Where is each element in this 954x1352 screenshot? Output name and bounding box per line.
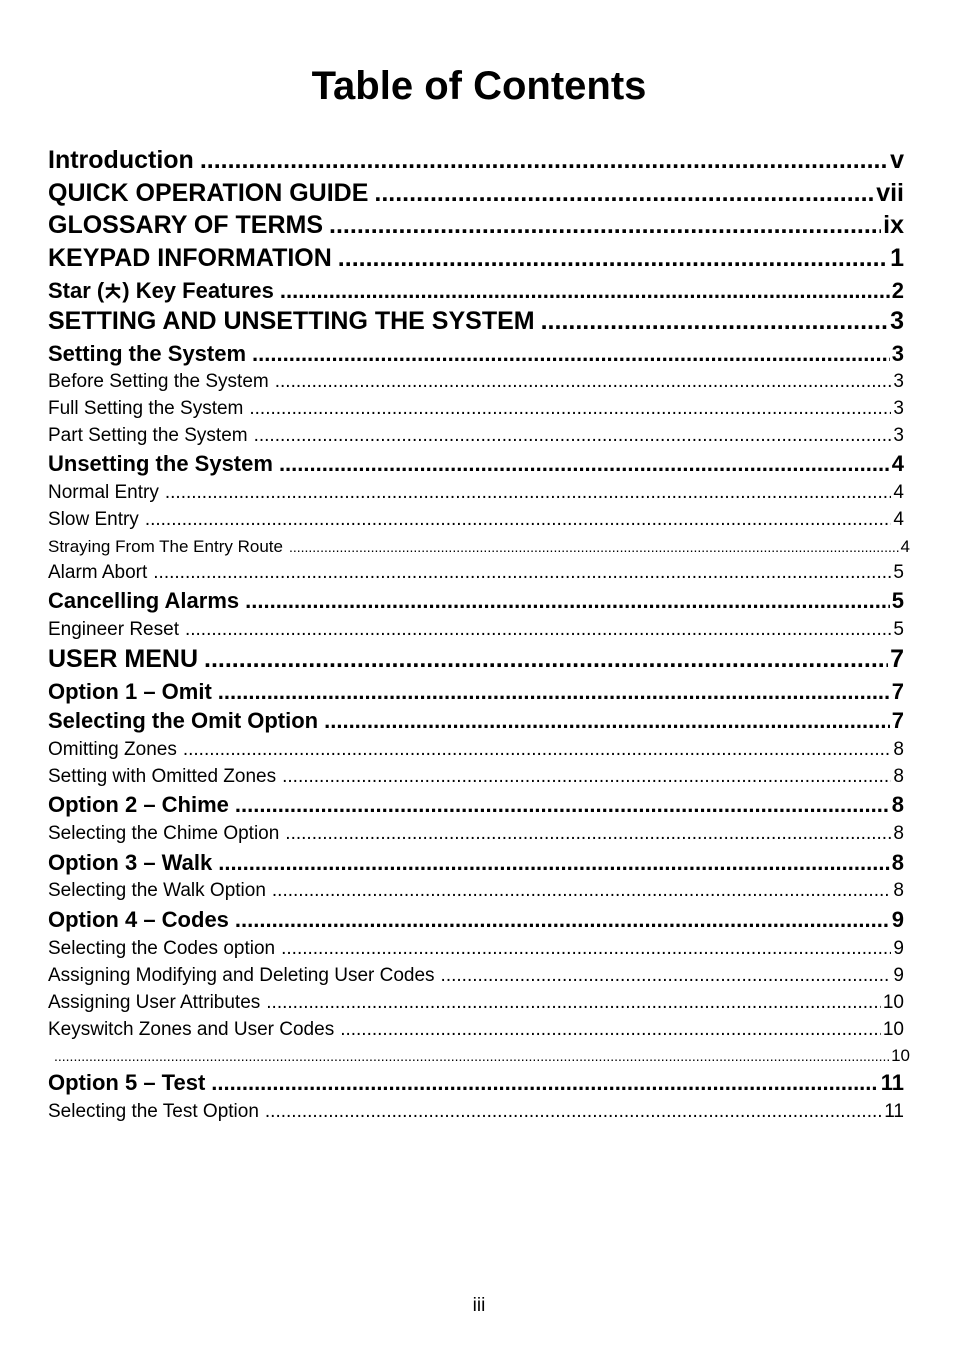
dot-leader <box>280 276 890 306</box>
toc-entry-title <box>48 737 177 763</box>
toc-entry[interactable] <box>48 396 904 422</box>
toc-entry[interactable] <box>48 617 904 643</box>
toc-entry-page: 8 <box>893 739 904 760</box>
toc-entry-title-text: Omitting Zones <box>48 739 177 760</box>
toc-entry-title-text: Introduction <box>48 146 194 174</box>
dot-leader <box>340 1017 881 1043</box>
toc-entry-title-text: Assigning Modifying and Deleting User Codes <box>48 965 435 986</box>
toc-entry-title-text: Full Setting the System <box>48 398 244 419</box>
toc-entry-title-text: Straying From The Entry Route <box>48 537 283 556</box>
dot-leader <box>200 144 888 176</box>
dot-leader <box>165 480 892 506</box>
toc-entry-title-text: Normal Entry <box>48 482 159 503</box>
dot-leader <box>324 706 890 736</box>
toc-entry-page: 9 <box>893 965 904 986</box>
toc-entry[interactable] <box>48 821 904 847</box>
toc-entry-page: 3 <box>891 341 904 366</box>
dot-leader <box>218 848 890 878</box>
toc-entry[interactable] <box>48 209 904 241</box>
star-key-icon <box>104 278 122 306</box>
toc-entry-page: 11 <box>884 1101 904 1122</box>
dot-leader <box>281 936 891 962</box>
toc-entry-title <box>48 144 194 176</box>
toc-entry[interactable] <box>48 643 904 675</box>
toc-entry-page: 4 <box>891 451 904 476</box>
toc-entry-page: 10 <box>891 1046 910 1065</box>
toc-entry-page: 9 <box>891 907 904 932</box>
toc-entry-title-text: KEYPAD INFORMATION <box>48 244 332 272</box>
dot-leader <box>204 643 888 675</box>
toc-entry-title <box>48 177 368 209</box>
toc-entry-page: 10 <box>882 992 904 1013</box>
toc-entry-page: 8 <box>893 766 904 787</box>
toc-entry-page: 3 <box>890 307 904 335</box>
toc-entry-title-text: ) Key Features <box>122 278 274 303</box>
dot-leader <box>329 209 881 241</box>
toc-entry-title-text: Selecting the Chime Option <box>48 823 280 844</box>
toc-entry[interactable] <box>48 905 904 935</box>
toc-entry-title <box>48 209 323 241</box>
toc-entry-title <box>48 677 212 707</box>
toc-entry-page: 5 <box>891 588 904 613</box>
toc-entry-title-text: Selecting the Walk Option <box>48 880 266 901</box>
toc-entry[interactable] <box>48 963 904 989</box>
toc-entry-page: 1 <box>890 244 904 272</box>
toc-entry[interactable] <box>48 276 904 306</box>
toc-entry[interactable] <box>48 878 904 904</box>
toc-entry-page: v <box>890 146 904 174</box>
toc-entry-page: 3 <box>893 425 904 446</box>
toc-entry-title <box>48 535 283 559</box>
toc-entry-page: 8 <box>893 823 904 844</box>
toc-entry[interactable] <box>48 790 904 820</box>
dot-leader <box>254 423 892 449</box>
toc-entry-title-text: Alarm Abort <box>48 562 148 583</box>
toc-entry-title-text: Option 3 – Walk <box>48 850 213 875</box>
toc-entry-title <box>48 848 212 878</box>
toc-entry[interactable] <box>48 1017 904 1043</box>
toc-entry-page: 8 <box>893 880 904 901</box>
toc-entry-title <box>48 1099 259 1125</box>
toc-entry-title <box>48 790 229 820</box>
toc-entry-title <box>48 706 318 736</box>
toc-entry-page: 5 <box>893 619 904 640</box>
toc-entry-page: vii <box>876 179 904 207</box>
toc-entry-title <box>48 821 279 847</box>
toc-entry[interactable] <box>48 369 904 395</box>
toc-entry[interactable] <box>48 1044 910 1068</box>
toc-entry-title-text: Option 5 – Test <box>48 1070 206 1095</box>
toc-entry[interactable] <box>48 764 904 790</box>
toc-entry-title-text: Setting the System <box>48 341 247 366</box>
dot-leader <box>249 396 891 422</box>
toc-entry-page: 9 <box>893 938 904 959</box>
toc-entry-page: 11 <box>880 1070 904 1095</box>
toc-entry-title <box>48 480 159 506</box>
dot-leader <box>54 1044 889 1068</box>
toc-entry-title <box>48 617 179 643</box>
toc-entry[interactable] <box>48 480 904 506</box>
toc-entry-title <box>48 878 266 904</box>
toc-entry-title-text: Slow Entry <box>48 509 139 530</box>
dot-leader <box>541 305 888 337</box>
toc-entry-page: 4 <box>893 482 904 503</box>
dot-leader <box>185 617 891 643</box>
toc-entry[interactable] <box>48 848 904 878</box>
toc-entry-page: 10 <box>882 1019 904 1040</box>
toc-entry-title-text: Assigning User Attributes <box>48 992 261 1013</box>
toc-entry[interactable] <box>48 242 904 274</box>
toc-entry-title <box>48 963 435 989</box>
toc-entry-title <box>48 369 269 395</box>
toc-entry[interactable] <box>48 1068 904 1098</box>
dot-leader <box>183 737 892 763</box>
toc-entry-title-text: Keyswitch Zones and User Codes <box>48 1019 335 1040</box>
toc-entry-page: 4 <box>893 509 904 530</box>
toc-entry-title <box>48 449 273 479</box>
toc-entry-title-text: Option 4 – Codes <box>48 907 229 932</box>
toc-entry[interactable] <box>48 449 904 479</box>
toc-entry[interactable] <box>48 507 904 533</box>
dot-leader <box>252 339 890 369</box>
toc-entry-title-text: Option 1 – Omit <box>48 679 212 704</box>
toc-entry[interactable] <box>48 677 904 707</box>
dot-leader <box>235 905 890 935</box>
toc-entry-page: 7 <box>891 708 904 733</box>
dot-leader <box>441 963 892 989</box>
dot-leader <box>285 821 891 847</box>
toc-entry-title <box>48 242 332 274</box>
toc-entry-title-text: Unsetting the System <box>48 451 273 476</box>
dot-leader <box>289 535 899 559</box>
toc-entry[interactable] <box>48 535 910 559</box>
toc-entry-page: 8 <box>891 792 904 817</box>
dot-leader <box>282 764 891 790</box>
toc-entry-title <box>48 764 276 790</box>
toc-entry-page: 5 <box>893 562 904 583</box>
toc-entry[interactable] <box>48 144 904 176</box>
dot-leader <box>211 1068 878 1098</box>
toc-entry-page: 3 <box>893 371 904 392</box>
toc-entry[interactable] <box>48 990 904 1016</box>
dot-leader <box>245 586 890 616</box>
toc-entry-title <box>48 276 274 306</box>
toc-entry-title-text: GLOSSARY OF TERMS <box>48 211 324 239</box>
toc-entry-title-text: Setting with Omitted Zones <box>48 766 277 787</box>
dot-leader <box>218 677 890 707</box>
toc-entry-page: 7 <box>890 645 904 673</box>
toc-entry-title <box>48 507 139 533</box>
toc-entry-title <box>48 643 198 675</box>
toc-entry-title-text: Option 2 – Chime <box>48 792 229 817</box>
toc-entry-title <box>48 905 229 935</box>
toc-entry-title <box>48 1017 334 1043</box>
toc-entry[interactable] <box>48 339 904 369</box>
toc-entry-title-text: USER MENU <box>48 645 199 673</box>
toc-entry[interactable] <box>48 560 904 586</box>
toc-entry[interactable] <box>48 423 904 449</box>
toc-entry-title-text: Part Setting the System <box>48 425 248 446</box>
dot-leader <box>272 878 892 904</box>
toc-entry-title-text: QUICK OPERATION GUIDE <box>48 179 369 207</box>
toc-entry[interactable] <box>48 1099 904 1125</box>
toc-entry-title-text: Before Setting the System <box>48 371 269 392</box>
dot-leader <box>145 507 892 533</box>
toc-entry-title-text: Selecting the Test Option <box>48 1101 259 1122</box>
toc-entry-title <box>48 936 275 962</box>
toc-entry-page: 4 <box>900 537 910 556</box>
toc-entry-title <box>48 396 243 422</box>
toc-entry[interactable] <box>48 936 904 962</box>
toc-entry-title-text: Cancelling Alarms <box>48 588 240 613</box>
toc-entry-page: 8 <box>891 850 904 875</box>
toc-entry[interactable] <box>48 737 904 763</box>
dot-leader <box>153 560 891 586</box>
toc-entry-page: 3 <box>893 398 904 419</box>
dot-leader <box>374 177 874 209</box>
toc-entry[interactable] <box>48 706 904 736</box>
dot-leader <box>275 369 892 395</box>
toc-entry[interactable] <box>48 586 904 616</box>
toc-entry-title <box>48 1068 205 1098</box>
toc-entry-page: 2 <box>891 278 904 303</box>
toc-entry-page: ix <box>883 211 904 239</box>
dot-leader <box>266 990 881 1016</box>
dot-leader <box>235 790 890 820</box>
toc-entry-title <box>48 560 147 586</box>
toc-entry-title-text: Selecting the Omit Option <box>48 708 319 733</box>
toc-entry-title-text: Selecting the Codes option <box>48 938 276 959</box>
toc-entry-title-text: Star ( <box>48 278 105 303</box>
toc-entry-page: 7 <box>891 679 904 704</box>
toc-entry[interactable] <box>48 305 904 337</box>
dot-leader <box>265 1099 882 1125</box>
toc-entry-title <box>48 305 535 337</box>
toc-entry-title <box>48 339 246 369</box>
dot-leader <box>279 449 890 479</box>
toc-entry-title <box>48 423 248 449</box>
page-number: iii <box>472 1295 486 1316</box>
toc-entry-title-text: Engineer Reset <box>48 619 179 640</box>
toc-entry-title <box>48 586 239 616</box>
page-title: Table of Contents <box>311 64 647 108</box>
dot-leader <box>338 242 888 274</box>
toc-entry[interactable] <box>48 177 904 209</box>
toc-entry-title-text: SETTING AND UNSETTING THE SYSTEM <box>48 307 535 335</box>
toc-entry-title <box>48 990 260 1016</box>
